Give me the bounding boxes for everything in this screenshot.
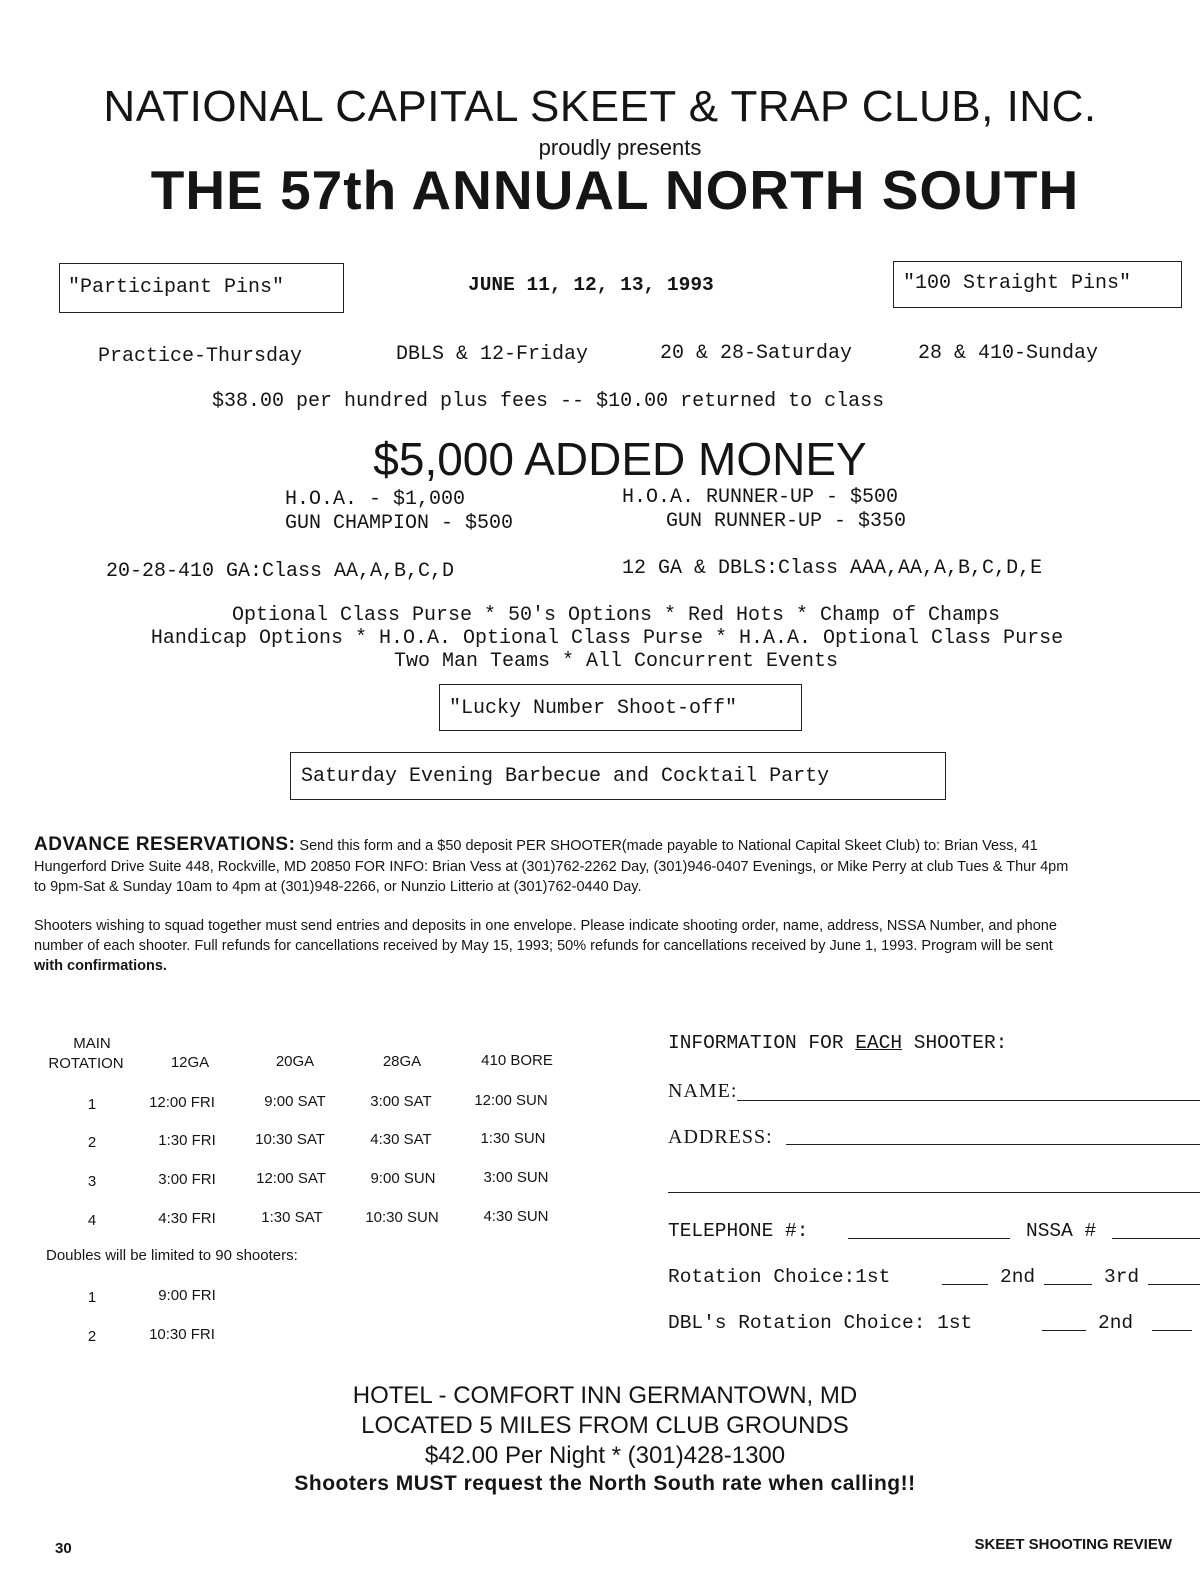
dbl-2nd-field[interactable] bbox=[1152, 1330, 1192, 1331]
prize-gun-runner-up: GUN RUNNER-UP - $350 bbox=[666, 510, 907, 533]
reservations-text-1: Send this form and a $50 deposit PER SHOOTER(made payable to National Capital Skeet Club) to: Brian Vess, 41 bbox=[295, 838, 1038, 854]
row-12ga: 10:30 FRI bbox=[149, 1326, 215, 1343]
row-20ga: 10:30 SAT bbox=[255, 1131, 325, 1148]
row-12ga: 9:00 FRI bbox=[158, 1287, 216, 1304]
lucky-number-label: "Lucky Number Shoot-off" bbox=[449, 697, 738, 720]
class-twelve-gauge: 12 GA & DBLS:Class AAA,AA,A,B,C,D,E bbox=[622, 557, 1043, 580]
row-410: 3:00 SUN bbox=[483, 1169, 549, 1186]
schedule-saturday: 20 & 28-Saturday bbox=[660, 342, 853, 365]
options-line-2: Handicap Options * H.O.A. Optional Class Purse * H.A.A. Optional Class Purse bbox=[150, 627, 1064, 650]
added-money-heading: $5,000 ADDED MONEY bbox=[373, 433, 867, 485]
event-dates: JUNE 11, 12, 13, 1993 bbox=[468, 274, 714, 296]
row-28ga: 9:00 SUN bbox=[370, 1170, 436, 1187]
row-28ga: 10:30 SUN bbox=[365, 1209, 439, 1226]
address-field-line-2[interactable] bbox=[668, 1192, 1200, 1193]
dbl-rotation-label: DBL's Rotation Choice: 1st bbox=[668, 1312, 973, 1334]
prize-gun-champion: GUN CHAMPION - $500 bbox=[285, 512, 514, 535]
form-heading-each: EACH bbox=[855, 1032, 903, 1054]
dbl-2nd-label: 2nd bbox=[1098, 1312, 1134, 1334]
reservations-heading: ADVANCE RESERVATIONS: bbox=[34, 835, 296, 855]
hotel-line-1: HOTEL - COMFORT INN GERMANTOWN, MD bbox=[352, 1382, 858, 1409]
address-field[interactable] bbox=[786, 1144, 1200, 1145]
options-line-3: Two Man Teams * All Concurrent Events bbox=[393, 650, 839, 673]
row-28ga: 3:00 SAT bbox=[370, 1093, 432, 1110]
rotation-2nd-label: 2nd bbox=[1000, 1266, 1036, 1288]
reservations-line-3: to 9pm-Sat & Sunday 10am to 4pm at (301)948-2266, or Nunzio Litterio at (301)762-0440 Day. bbox=[34, 879, 642, 895]
name-field[interactable] bbox=[737, 1100, 1200, 1101]
lucky-number-box bbox=[439, 684, 802, 731]
row-number: 2 bbox=[87, 1328, 97, 1345]
fees-text: $38.00 per hundred plus fees -- $10.00 returned to class bbox=[212, 390, 885, 413]
row-410: 12:00 SUN bbox=[474, 1092, 548, 1109]
row-12ga: 1:30 FRI bbox=[158, 1132, 216, 1149]
reservations-line-2: Hungerford Drive Suite 448, Rockville, MD 20850 FOR INFO: Brian Vess at (301)762-2262 Day, (301)946-0407 Evenings, or Mike Perry at club Tues & Thur 4pm bbox=[34, 859, 1069, 875]
rotation-3rd-field[interactable] bbox=[1148, 1284, 1200, 1285]
dbl-1st-field[interactable] bbox=[1042, 1330, 1086, 1331]
club-name: NATIONAL CAPITAL SKEET & TRAP CLUB, INC. bbox=[103, 82, 1097, 131]
straight-pins-label: "100 Straight Pins" bbox=[903, 272, 1132, 295]
form-heading bbox=[668, 1032, 1007, 1054]
participant-pins-label: "Participant Pins" bbox=[68, 276, 285, 299]
row-20ga: 12:00 SAT bbox=[256, 1170, 326, 1187]
nssa-field[interactable] bbox=[1112, 1238, 1200, 1239]
row-12ga: 12:00 FRI bbox=[149, 1094, 215, 1111]
form-heading-pre: INFORMATION FOR bbox=[668, 1032, 856, 1054]
rotation-2nd-field[interactable] bbox=[1044, 1284, 1092, 1285]
table-header-28ga: 28GA bbox=[382, 1053, 422, 1070]
row-number: 2 bbox=[87, 1134, 97, 1151]
hotel-line-2: LOCATED 5 MILES FROM CLUB GROUNDS bbox=[361, 1412, 849, 1439]
row-20ga: 9:00 SAT bbox=[264, 1093, 326, 1110]
hotel-line-4: Shooters MUST request the North South rate when calling!! bbox=[294, 1472, 916, 1495]
nssa-label: NSSA # bbox=[1026, 1220, 1097, 1242]
row-number: 4 bbox=[87, 1212, 97, 1229]
row-410: 1:30 SUN bbox=[480, 1130, 546, 1147]
schedule-friday: DBLS & 12-Friday bbox=[396, 343, 589, 366]
page-number: 30 bbox=[55, 1540, 72, 1557]
table-header-rotation: ROTATION bbox=[48, 1055, 124, 1072]
barbecue-box bbox=[290, 752, 946, 800]
squad-line-3: with confirmations. bbox=[34, 958, 167, 974]
telephone-label: TELEPHONE #: bbox=[668, 1220, 809, 1242]
presents-text: proudly presents bbox=[538, 135, 702, 160]
participant-pins-badge bbox=[59, 263, 344, 313]
row-number: 1 bbox=[87, 1289, 97, 1306]
row-number: 3 bbox=[87, 1173, 97, 1190]
table-header-12ga: 12GA bbox=[170, 1054, 210, 1071]
options-line-1: Optional Class Purse * 50's Options * Red Hots * Champ of Champs bbox=[231, 604, 1001, 627]
schedule-sunday: 28 & 410-Sunday bbox=[918, 342, 1099, 365]
row-410: 4:30 SUN bbox=[483, 1208, 549, 1225]
row-12ga: 3:00 FRI bbox=[158, 1171, 216, 1188]
squad-line-1: Shooters wishing to squad together must send entries and deposits in one envelope. Please indicate shooting order, name, address, NSSA Number, and phone bbox=[34, 918, 1057, 934]
form-heading-post: SHOOTER: bbox=[902, 1032, 1008, 1054]
doubles-note: Doubles will be limited to 90 shooters: bbox=[46, 1247, 298, 1264]
rotation-3rd-label: 3rd bbox=[1104, 1266, 1140, 1288]
row-12ga: 4:30 FRI bbox=[158, 1210, 216, 1227]
name-label: NAME: bbox=[668, 1080, 738, 1102]
table-header-20ga: 20GA bbox=[275, 1053, 315, 1070]
barbecue-label: Saturday Evening Barbecue and Cocktail Party bbox=[301, 765, 830, 788]
hotel-line-3: $42.00 Per Night * (301)428-1300 bbox=[424, 1442, 786, 1469]
straight-pins-badge bbox=[893, 261, 1182, 308]
telephone-field[interactable] bbox=[848, 1238, 1010, 1239]
table-header-main: MAIN bbox=[73, 1035, 111, 1052]
publication-name: SKEET SHOOTING REVIEW bbox=[974, 1536, 1172, 1553]
row-28ga: 4:30 SAT bbox=[370, 1131, 432, 1148]
row-number: 1 bbox=[87, 1096, 97, 1113]
rotation-1st-field[interactable] bbox=[942, 1284, 988, 1285]
squad-line-2: number of each shooter. Full refunds for cancellations received by May 15, 1993; 50% refunds for cancellations received by June 1, 1993. Program will be sent bbox=[34, 938, 1053, 954]
address-label: ADDRESS: bbox=[668, 1126, 773, 1148]
prize-hoa: H.O.A. - $1,000 bbox=[285, 488, 466, 511]
prize-hoa-runner-up: H.O.A. RUNNER-UP - $500 bbox=[622, 486, 899, 509]
class-small-gauge: 20-28-410 GA:Class AA,A,B,C,D bbox=[106, 560, 455, 583]
event-title: THE 57th ANNUAL NORTH SOUTH bbox=[150, 159, 1080, 221]
reservations-line-1 bbox=[34, 835, 1200, 856]
table-header-410: 410 BORE bbox=[481, 1052, 553, 1069]
schedule-practice: Practice-Thursday bbox=[98, 345, 303, 368]
rotation-choice-label: Rotation Choice:1st bbox=[668, 1266, 891, 1288]
row-20ga: 1:30 SAT bbox=[261, 1209, 323, 1226]
